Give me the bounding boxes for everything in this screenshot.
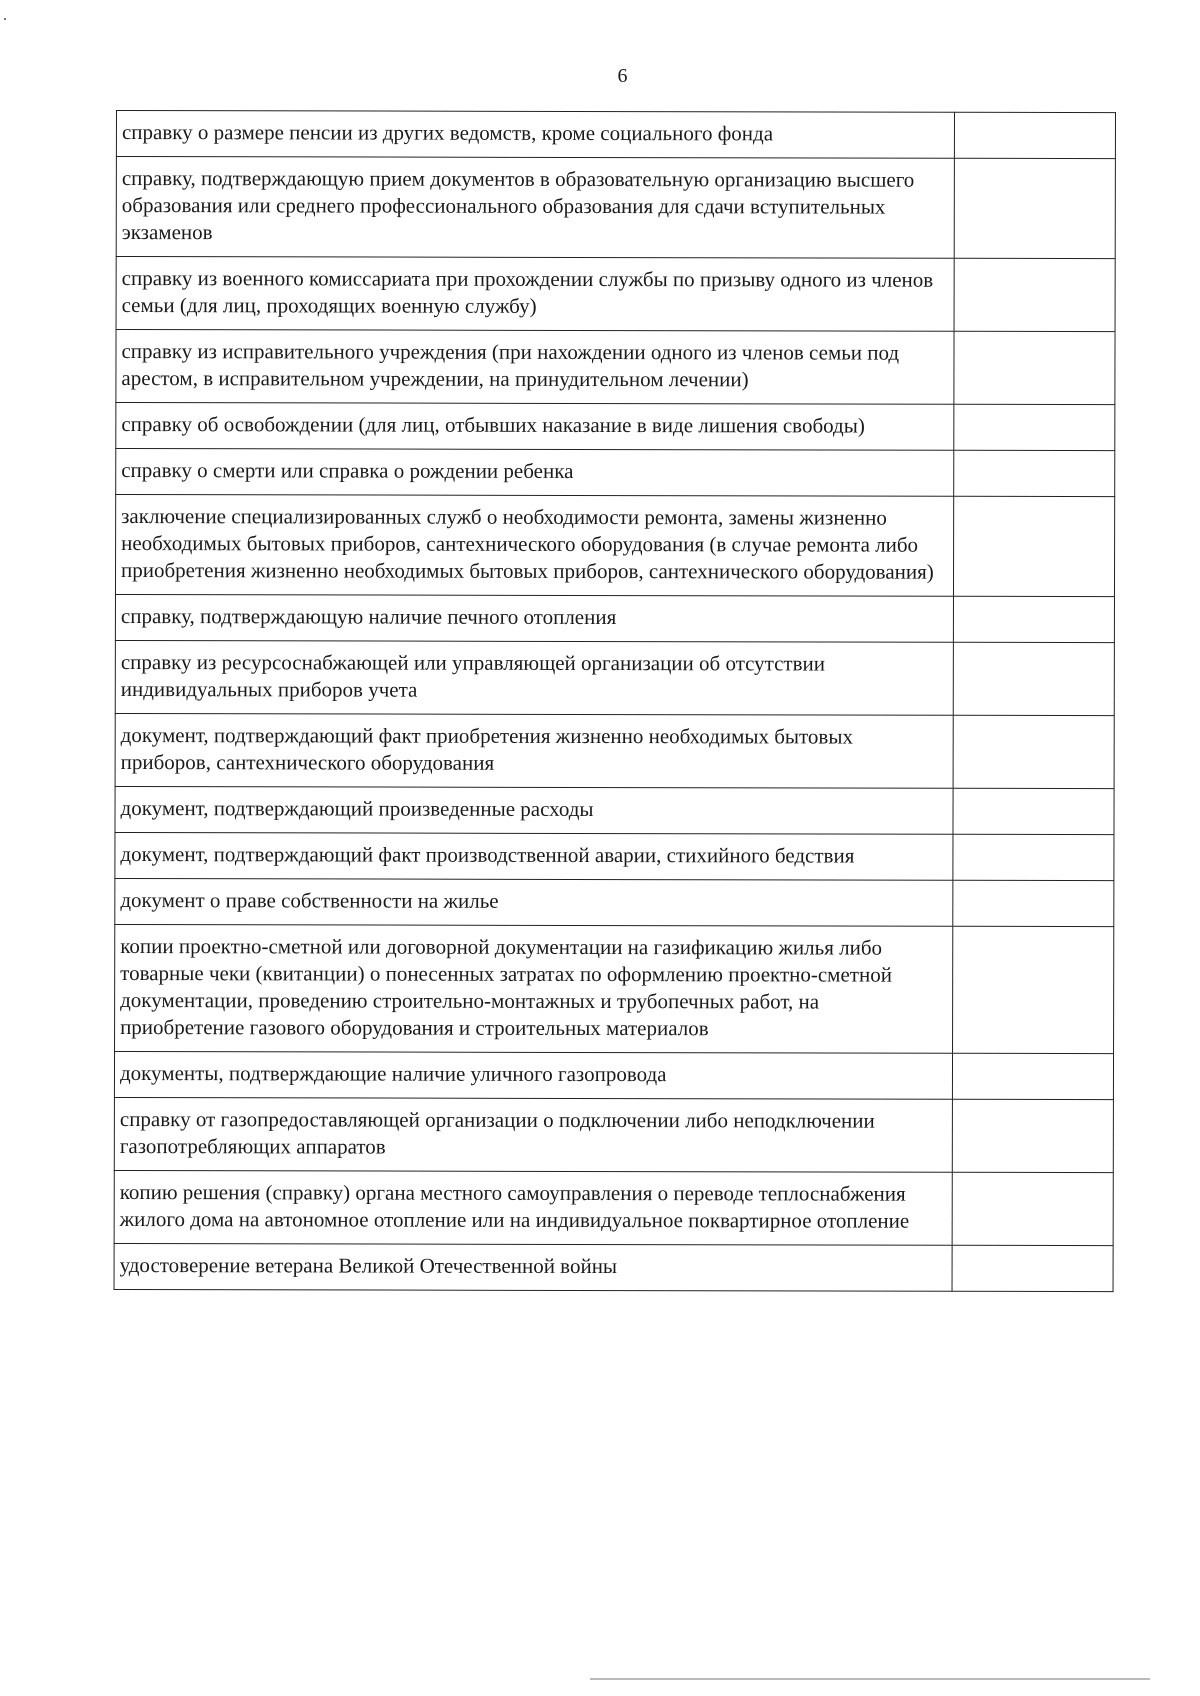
mark-cell bbox=[953, 880, 1114, 926]
document-name-cell: справку от газопредоставляющей организации о подключении либо неподключении газопотребляющих аппаратов bbox=[114, 1097, 952, 1172]
table-row bbox=[114, 1051, 1113, 1099]
table-body bbox=[114, 111, 1115, 1292]
mark-cell bbox=[953, 642, 1114, 715]
table-row bbox=[116, 111, 1115, 159]
mark-cell bbox=[952, 1172, 1113, 1245]
page-number: 6 bbox=[617, 65, 628, 87]
mark-cell bbox=[952, 1053, 1113, 1099]
document-name-cell: документ о праве собственности на жилье bbox=[115, 878, 953, 926]
mark-cell bbox=[954, 258, 1115, 331]
document-name-cell: документ, подтверждающий произведенные расходы bbox=[115, 786, 953, 834]
mark-cell bbox=[954, 112, 1115, 158]
table-row bbox=[115, 786, 1114, 834]
document-list-table bbox=[114, 110, 1116, 1292]
table-row bbox=[115, 924, 1114, 1053]
document-name-cell: справку из военного комиссариата при прохождении службы по призыву одного из членов семьи (для лиц, проходящих военную службу) bbox=[116, 257, 954, 332]
table-row bbox=[116, 330, 1115, 405]
mark-cell bbox=[954, 331, 1115, 404]
document-name-cell: документы, подтверждающие наличие уличного газопровода bbox=[114, 1051, 952, 1099]
scan-artifact-line bbox=[590, 1678, 1150, 1680]
document-name-cell: справку, подтверждающую наличие печного отопления bbox=[115, 595, 953, 643]
document-name-cell: справку из ресурсоснабжающей или управляющей организации об отсутствии индивидуальных приборов учета bbox=[115, 640, 953, 715]
mark-cell bbox=[953, 788, 1114, 834]
table-row bbox=[114, 1170, 1113, 1245]
document-name-cell: копию решения (справку) органа местного самоуправления о переводе теплоснабжения жилого дома на автономное отопление или на индивидуальное поквартирное отопление bbox=[114, 1170, 952, 1245]
table-row bbox=[115, 595, 1114, 643]
document-name-cell: справку о размере пенсии из других ведомств, кроме социального фонда bbox=[116, 111, 954, 159]
mark-cell bbox=[954, 450, 1115, 496]
mark-cell bbox=[952, 1099, 1113, 1172]
document-name-cell: справку о смерти или справка о рождении ребенка bbox=[116, 449, 954, 497]
table-row bbox=[115, 878, 1114, 926]
mark-cell bbox=[953, 596, 1114, 642]
document-name-cell: справку, подтверждающую прием документов в образовательную организацию высшего образования или среднего профессионального образования для сдачи вступительных экзаменов bbox=[116, 157, 954, 259]
mark-cell bbox=[953, 926, 1114, 1053]
document-name-cell: копии проектно-сметной или договорной документации на газификацию жилья либо товарные чеки (квитанции) о понесенных затратах по оформлению проектно-сметной документации, проведению строительно-монтажных и трубопечных работ, на приобретение газового оборудования и строительных материалов bbox=[115, 924, 953, 1053]
scan-mark bbox=[4, 18, 6, 20]
document-name-cell: документ, подтверждающий факт производственной аварии, стихийного бедствия bbox=[115, 832, 953, 880]
table-row bbox=[115, 640, 1114, 715]
table-row bbox=[116, 157, 1115, 259]
table-row bbox=[116, 449, 1115, 497]
mark-cell bbox=[953, 496, 1114, 596]
document-name-cell: удостоверение ветерана Великой Отечественной войны bbox=[114, 1243, 952, 1291]
document-name-cell: справку об освобождении (для лиц, отбывших наказание в виде лишения свободы) bbox=[116, 403, 954, 451]
table-row bbox=[114, 1097, 1113, 1172]
mark-cell bbox=[954, 158, 1115, 258]
document-name-cell: заключение специализированных служб о необходимости ремонта, замены жизненно необходимых бытовых приборов, сантехнического оборудования (в случае ремонта либо приобретения жизненно необходимых бытовых приборов, сантехнического оборудования) bbox=[115, 495, 953, 597]
mark-cell bbox=[953, 715, 1114, 788]
document-name-cell: документ, подтверждающий факт приобретения жизненно необходимых бытовых приборов, сантехнического оборудования bbox=[115, 713, 953, 788]
table-row bbox=[115, 832, 1114, 880]
table-row bbox=[114, 1243, 1113, 1291]
table-row bbox=[115, 495, 1114, 597]
table-row bbox=[116, 403, 1115, 451]
mark-cell bbox=[953, 834, 1114, 880]
mark-cell bbox=[952, 1245, 1113, 1291]
mark-cell bbox=[954, 404, 1115, 450]
table-row bbox=[115, 713, 1114, 788]
table-row bbox=[116, 257, 1115, 332]
document-name-cell: справку из исправительного учреждения (при нахождении одного из членов семьи под арестом, в исправительном учреждении, на принудительном лечении) bbox=[116, 330, 954, 405]
